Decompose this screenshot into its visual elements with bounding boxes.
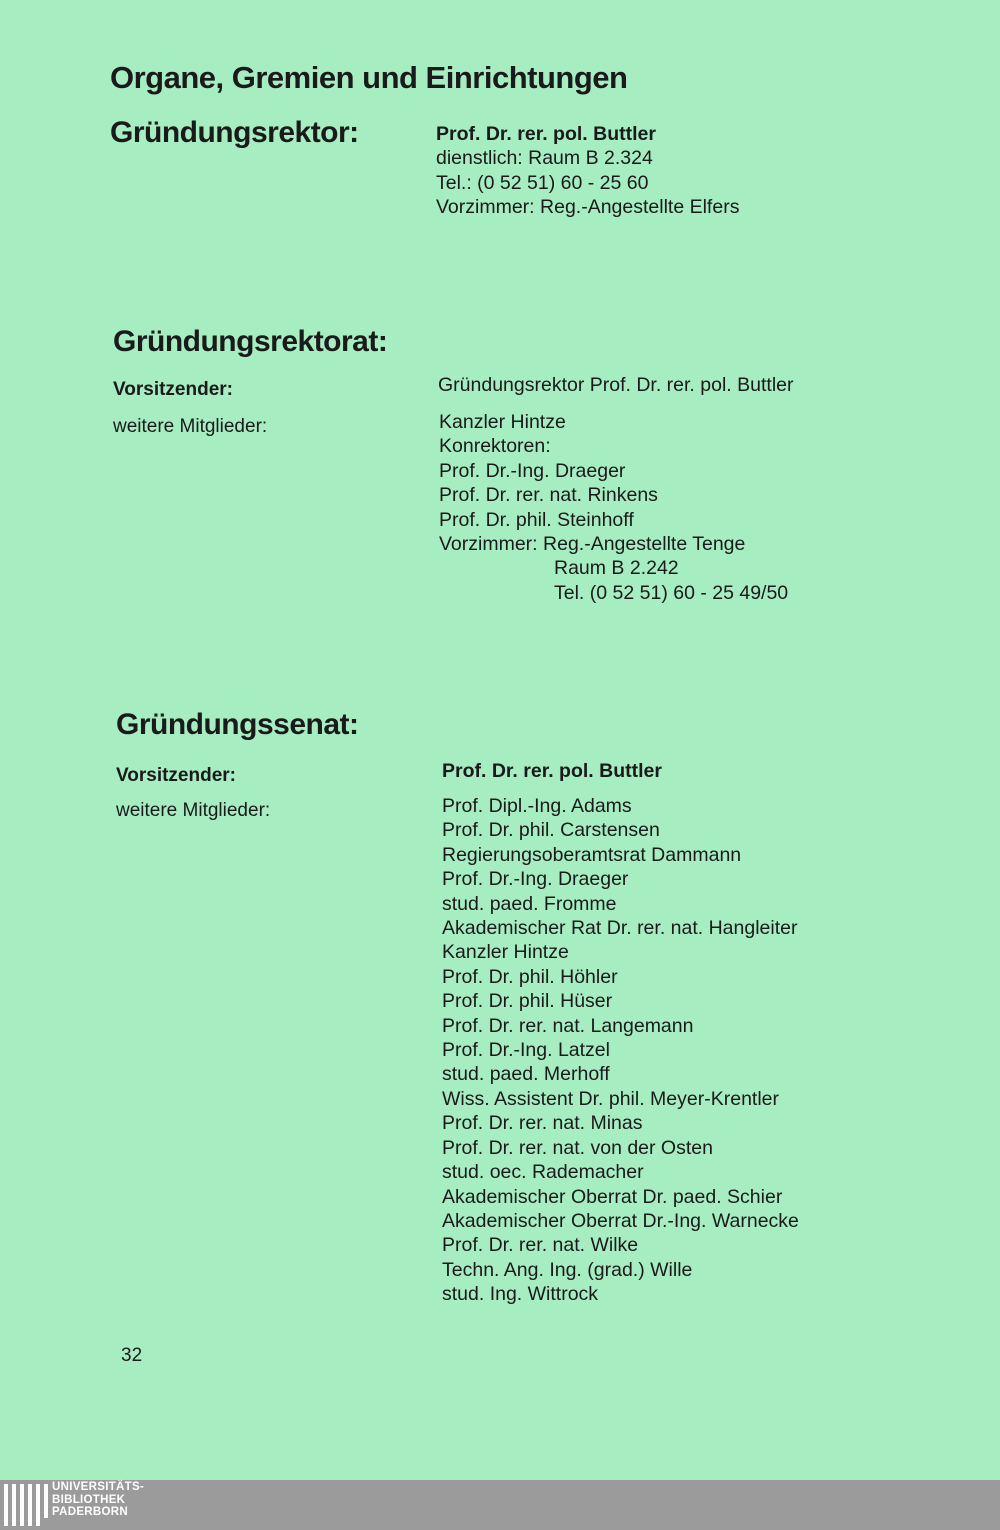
rektor-heading: Gründungsrektor: bbox=[110, 116, 359, 149]
rektorat-chair-value-block bbox=[438, 373, 794, 397]
library-logo-text bbox=[52, 1481, 144, 1519]
senat-chair-label: Vorsitzender: bbox=[116, 765, 237, 786]
senat-chair-value: Prof. Dr. rer. pol. Buttler bbox=[442, 760, 662, 782]
list-item: Prof. Dr.-Ing. Draeger bbox=[442, 868, 629, 891]
rektorat-chair-label: Vorsitzender: bbox=[113, 379, 234, 400]
list-item: Prof. Dr. phil. Carstensen bbox=[442, 819, 660, 842]
list-item: Prof. Dr. rer. nat. Langemann bbox=[442, 1014, 694, 1037]
list-item: Prof. Dr.-Ing. Draeger bbox=[439, 459, 626, 482]
rektorat-members-label: weitere Mitglieder: bbox=[113, 416, 268, 437]
list-item: Konrektoren: bbox=[439, 435, 551, 458]
list-item: Prof. Dr. phil. Höhler bbox=[442, 965, 618, 988]
senat-heading: Gründungssenat: bbox=[116, 708, 359, 741]
logo-line: BIBLIOTHEK bbox=[52, 1493, 126, 1506]
list-item: Vorzimmer: Reg.-Angestellte Tenge bbox=[439, 533, 746, 556]
list-item: Wiss. Assistent Dr. phil. Meyer-Krentler bbox=[442, 1087, 780, 1110]
rektor-office: Vorzimmer: Reg.-Angestellte Elfers bbox=[436, 196, 740, 219]
list-item: Prof. Dr. rer. nat. Rinkens bbox=[439, 484, 658, 507]
rektor-phone: Tel.: (0 52 51) 60 - 25 60 bbox=[436, 171, 649, 194]
list-item: Techn. Ang. Ing. (grad.) Wille bbox=[442, 1258, 693, 1281]
senat-members-list bbox=[442, 794, 799, 1307]
list-item: Prof. Dr.-Ing. Latzel bbox=[442, 1039, 610, 1062]
rektor-details bbox=[436, 122, 739, 220]
list-item: Prof. Dr. rer. nat. Minas bbox=[442, 1112, 643, 1135]
rektorat-office-room: Raum B 2.242 bbox=[554, 557, 679, 580]
list-item: Prof. Dr. rer. nat. Wilke bbox=[442, 1234, 639, 1257]
list-item: stud. paed. Fromme bbox=[442, 892, 617, 915]
list-item: Kanzler Hintze bbox=[439, 411, 566, 433]
list-item: stud. paed. Merhoff bbox=[442, 1063, 610, 1086]
list-item: Regierungsoberamtsrat Dammann bbox=[442, 843, 742, 866]
page-title: Organe, Gremien und Einrichtungen bbox=[110, 60, 628, 95]
list-item: Prof. Dr. phil. Steinhoff bbox=[439, 508, 634, 531]
library-footer-bar bbox=[0, 1480, 1000, 1530]
senat-chair-value-block bbox=[442, 759, 662, 783]
list-item: stud. Ing. Wittrock bbox=[442, 1283, 599, 1306]
list-item: Akademischer Rat Dr. rer. nat. Hangleiter bbox=[442, 917, 798, 940]
list-item: Prof. Dipl.-Ing. Adams bbox=[442, 795, 632, 817]
rektorat-members-list bbox=[439, 410, 788, 605]
list-item: Akademischer Oberrat Dr. paed. Schier bbox=[442, 1185, 783, 1208]
rektor-name: Prof. Dr. rer. pol. Buttler bbox=[436, 123, 656, 145]
list-item: Akademischer Oberrat Dr.-Ing. Warnecke bbox=[442, 1209, 799, 1232]
rektorat-chair-value: Gründungsrektor Prof. Dr. rer. pol. Buttler bbox=[438, 374, 794, 396]
logo-line: UNIVERSITÄTS- bbox=[52, 1481, 145, 1493]
senat-members-label: weitere Mitglieder: bbox=[116, 800, 271, 821]
rektorat-heading: Gründungsrektorat: bbox=[113, 325, 388, 358]
page-number: 32 bbox=[121, 1345, 143, 1366]
rektorat-office-phone: Tel. (0 52 51) 60 - 25 49/50 bbox=[554, 581, 789, 604]
library-logo-icon bbox=[4, 1484, 48, 1526]
list-item: stud. oec. Rademacher bbox=[442, 1161, 644, 1184]
logo-line: PADERBORN bbox=[52, 1506, 128, 1518]
list-item: Prof. Dr. rer. nat. von der Osten bbox=[442, 1136, 713, 1159]
list-item: Kanzler Hintze bbox=[442, 941, 569, 964]
rektor-room: dienstlich: Raum B 2.324 bbox=[436, 147, 653, 170]
list-item: Prof. Dr. phil. Hüser bbox=[442, 990, 613, 1013]
